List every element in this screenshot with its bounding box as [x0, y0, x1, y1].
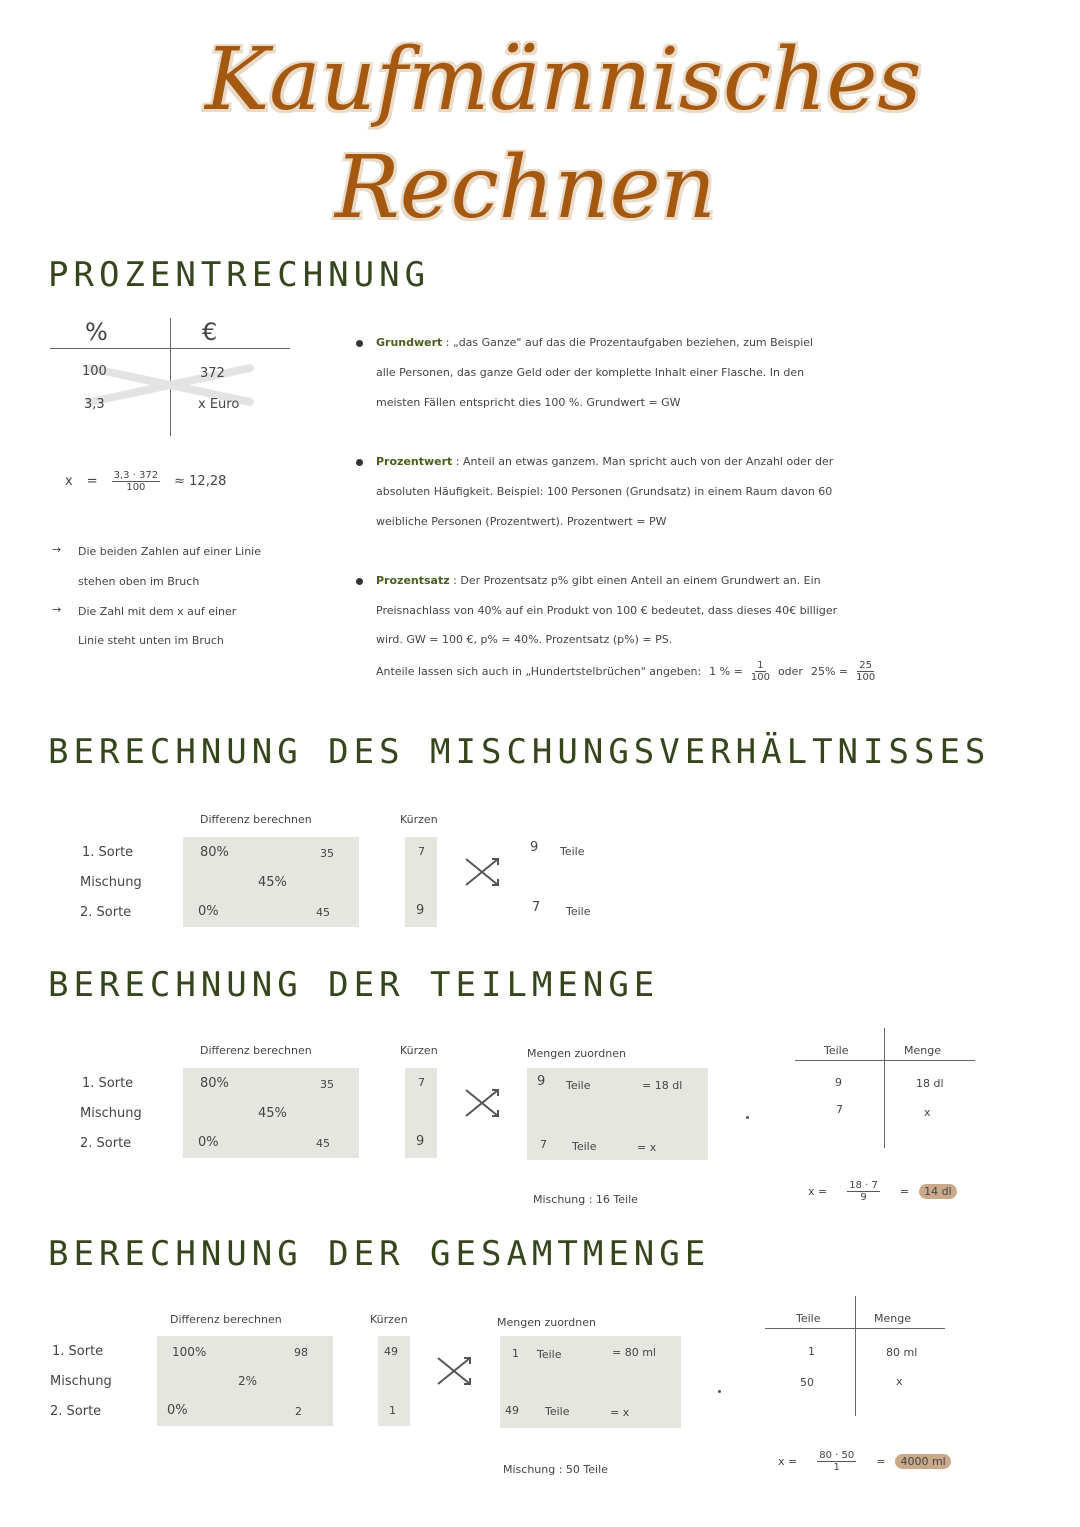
mengen-bot-label: Teile: [545, 1405, 570, 1418]
section-heading-teilmenge: BERECHNUNG DER TEILMENGE: [48, 965, 660, 1005]
formula-numerator: 3,3 · 372: [113, 470, 159, 481]
section-heading-prozent: PROZENTRECHNUNG: [48, 255, 431, 295]
teile-bot-num: 7: [532, 900, 541, 915]
gesamtmenge-formula: [778, 1450, 951, 1473]
formula-eq: =: [86, 474, 98, 489]
note-arrow: →: [52, 543, 62, 556]
percent-bot: 0%: [198, 904, 219, 919]
formula-eq: =: [899, 1185, 910, 1198]
kuerzen-top: 49: [384, 1345, 398, 1358]
anteile-oder: oder: [777, 665, 803, 678]
bullet-line-1: Prozentsatz : Der Prozentsatz p% gibt einen Anteil an einem Grundwert an. Ein: [376, 574, 821, 587]
table-cell: 50: [800, 1376, 814, 1389]
mengen-bot-num: 49: [505, 1404, 519, 1417]
diff-top: 98: [294, 1346, 308, 1359]
table-cell: x: [896, 1375, 903, 1388]
diff-top: 35: [320, 1078, 334, 1091]
label-diff: Differenz berechnen: [170, 1313, 282, 1326]
percent-bot: 0%: [167, 1403, 188, 1418]
fraction-den: 100: [856, 672, 876, 683]
label-kuerzen: Kürzen: [400, 1044, 438, 1057]
note-line: Die Zahl mit dem x auf einer: [78, 605, 237, 618]
note-line: Die beiden Zahlen auf einer Linie: [78, 545, 261, 558]
formula-x: x =: [808, 1185, 828, 1198]
note-arrow: →: [52, 603, 62, 616]
term-grundwert: Grundwert: [376, 336, 443, 349]
row-label: 1. Sorte: [52, 1344, 104, 1359]
teile-bot-label: Teile: [566, 905, 591, 918]
note-line: stehen oben im Bruch: [78, 575, 200, 588]
table-cell: 100: [82, 364, 107, 379]
anteile-f2-label: 25% =: [810, 665, 849, 678]
mengen-top-num: 1: [512, 1347, 519, 1360]
mengen-top-num: 9: [537, 1074, 546, 1089]
bullet-text: Anteil an etwas ganzem. Man spricht auch von der Anzahl oder der: [463, 455, 834, 468]
bullet-dot: [356, 336, 373, 349]
row-label: Mischung: [80, 1106, 142, 1121]
label-mengen: Mengen zuordnen: [527, 1047, 626, 1060]
table-divider-v: [855, 1296, 856, 1416]
fraction-num: 25: [859, 660, 873, 671]
table-cell: 80 ml: [886, 1346, 918, 1359]
formula-result: ≈ 12,28: [174, 474, 227, 489]
percent-mid: 45%: [258, 1106, 287, 1121]
table-cell: 1: [808, 1345, 815, 1358]
mengen-top-label: Teile: [566, 1079, 591, 1092]
kuerzen-top: 7: [418, 845, 425, 858]
row-label: 2. Sorte: [80, 905, 132, 920]
bullet-line-1: Prozentwert : Anteil an etwas ganzem. Man spricht auch von der Anzahl oder der: [376, 455, 834, 468]
formula-result-highlight: 14 dl: [919, 1184, 957, 1199]
dot-mark: [746, 1116, 749, 1119]
formula-eq: =: [876, 1455, 886, 1468]
anteile-fraction-1: [751, 660, 770, 683]
anteile-text: Anteile lassen sich auch in „Hundertstelbrüchen" angeben:: [376, 665, 702, 678]
mengen-bot-value: = x: [610, 1406, 630, 1419]
mengen-top-label: Teile: [537, 1348, 562, 1361]
percent-formula: [65, 470, 226, 493]
bullet-text: Preisnachlass von 40% auf ein Produkt von 100 € bedeutet, dass dieses 40€ billiger: [376, 604, 838, 617]
formula-fraction: [847, 1180, 880, 1203]
bullet-line-1: Grundwert : „das Ganze" auf das die Prozentaufgaben beziehen, zum Beispiel: [376, 336, 814, 349]
table-cell: 18 dl: [916, 1077, 944, 1090]
bullet-dot: [356, 455, 373, 468]
diff-bot: 45: [316, 906, 330, 919]
dot-mark: [718, 1390, 721, 1393]
row-label: 1. Sorte: [82, 1076, 134, 1091]
formula-denominator: 1: [833, 1462, 840, 1473]
formula-x: x: [65, 474, 73, 489]
kuerzen-top: 7: [418, 1076, 425, 1089]
formula-result-highlight: 4000 ml: [895, 1454, 950, 1469]
formula-denominator: 9: [860, 1192, 867, 1203]
label-diff: Differenz berechnen: [200, 813, 312, 826]
table-header-teile: Teile: [796, 1312, 821, 1325]
bullet-dot: [356, 574, 373, 587]
page-title-line2: Rechnen: [335, 138, 716, 238]
teilmenge-formula: [808, 1180, 957, 1203]
table-cell: x: [924, 1106, 931, 1119]
bullet-text: „das Ganze" auf das die Prozentaufgaben beziehen, zum Beispiel: [453, 336, 814, 349]
section-heading-gesamtmenge: BERECHNUNG DER GESAMTMENGE: [48, 1234, 711, 1274]
bullet-text: absoluten Häufigkeit. Beispiel: 100 Personen (Grundsatz) in einem Raum davon 60: [376, 485, 833, 498]
label-kuerzen: Kürzen: [400, 813, 438, 826]
bullet-text: alle Personen, das ganze Geld oder der komplette Inhalt einer Flasche. In den: [376, 366, 805, 379]
formula-numerator: 80 · 50: [819, 1450, 855, 1461]
fraction-num: 1: [757, 660, 764, 671]
table-header-percent: %: [85, 318, 108, 346]
term-prozentwert: Prozentwert: [376, 455, 453, 468]
note-line: Linie steht unten im Bruch: [78, 634, 224, 647]
mengen-top-value: = 18 dl: [642, 1079, 683, 1092]
table-cell: 9: [835, 1076, 842, 1089]
label-mengen: Mengen zuordnen: [497, 1316, 596, 1329]
percent-top: 100%: [172, 1345, 207, 1359]
table-cell: x Euro: [198, 397, 240, 412]
table-header-euro: €: [202, 318, 218, 346]
mengen-bot-num: 7: [540, 1138, 547, 1151]
diff-bot: 45: [316, 1137, 330, 1150]
anteile-fraction-2: [856, 660, 875, 683]
cross-arrows-icon: [462, 855, 502, 889]
mischung-sum: Mischung : 16 Teile: [533, 1193, 638, 1206]
section-heading-mischung: BERECHNUNG DES MISCHUNGSVERHÄLTNISSES: [48, 732, 991, 772]
percent-mid: 2%: [238, 1374, 258, 1388]
table-divider-h: [795, 1060, 975, 1061]
fraction-den: 100: [750, 672, 770, 683]
percent-bot: 0%: [198, 1135, 219, 1150]
table-header-teile: Teile: [824, 1044, 849, 1057]
teile-top-label: Teile: [560, 845, 585, 858]
formula-denominator: 100: [126, 482, 146, 493]
percent-top: 80%: [200, 1076, 229, 1091]
label-diff: Differenz berechnen: [200, 1044, 312, 1057]
row-label: 2. Sorte: [50, 1404, 102, 1419]
kuerzen-bot: 1: [389, 1404, 396, 1417]
formula-numerator: 18 · 7: [849, 1180, 878, 1191]
formula-fraction: [817, 1450, 856, 1473]
table-cell: 372: [200, 366, 225, 381]
table-header-menge: Menge: [874, 1312, 911, 1325]
term-prozentsatz: Prozentsatz: [376, 574, 450, 587]
row-label: Mischung: [50, 1374, 112, 1389]
kuerzen-bot: 9: [416, 1134, 425, 1149]
row-label: Mischung: [80, 875, 142, 890]
page-title-line1: Kaufmännisches: [205, 30, 922, 130]
table-cell: 7: [836, 1103, 843, 1116]
bullet-text: weibliche Personen (Prozentwert). Prozentwert = PW: [376, 515, 667, 528]
diff-bot: 2: [295, 1405, 302, 1418]
table-header-menge: Menge: [904, 1044, 941, 1057]
percent-top: 80%: [200, 845, 229, 860]
bullet-text: meisten Fällen entspricht dies 100 %. Grundwert = GW: [376, 396, 681, 409]
row-label: 1. Sorte: [82, 845, 134, 860]
bullet-text: Der Prozentsatz p% gibt einen Anteil an einem Grundwert an. Ein: [460, 574, 821, 587]
mengen-bot-label: Teile: [572, 1140, 597, 1153]
cross-arrows-icon: [434, 1354, 474, 1388]
anteile-line: [376, 660, 875, 683]
kuerzen-bot: 9: [416, 903, 425, 918]
mischung-sum: Mischung : 50 Teile: [503, 1463, 608, 1476]
mengen-top-value: = 80 ml: [612, 1346, 656, 1359]
table-divider-v: [884, 1028, 885, 1148]
anteile-f1-label: 1 % =: [709, 665, 743, 678]
diff-top: 35: [320, 847, 334, 860]
percent-mid: 45%: [258, 875, 287, 890]
label-kuerzen: Kürzen: [370, 1313, 408, 1326]
formula-x: x =: [778, 1455, 798, 1468]
formula-fraction: [112, 470, 161, 493]
bullet-text: wird. GW = 100 €, p% = 40%. Prozentsatz (p%) = PS.: [376, 633, 673, 646]
row-label: 2. Sorte: [80, 1136, 132, 1151]
teile-top-num: 9: [530, 840, 539, 855]
cross-arrows-icon: [462, 1086, 502, 1120]
mengen-bot-value: = x: [637, 1141, 657, 1154]
table-cell: 3,3: [84, 397, 105, 412]
